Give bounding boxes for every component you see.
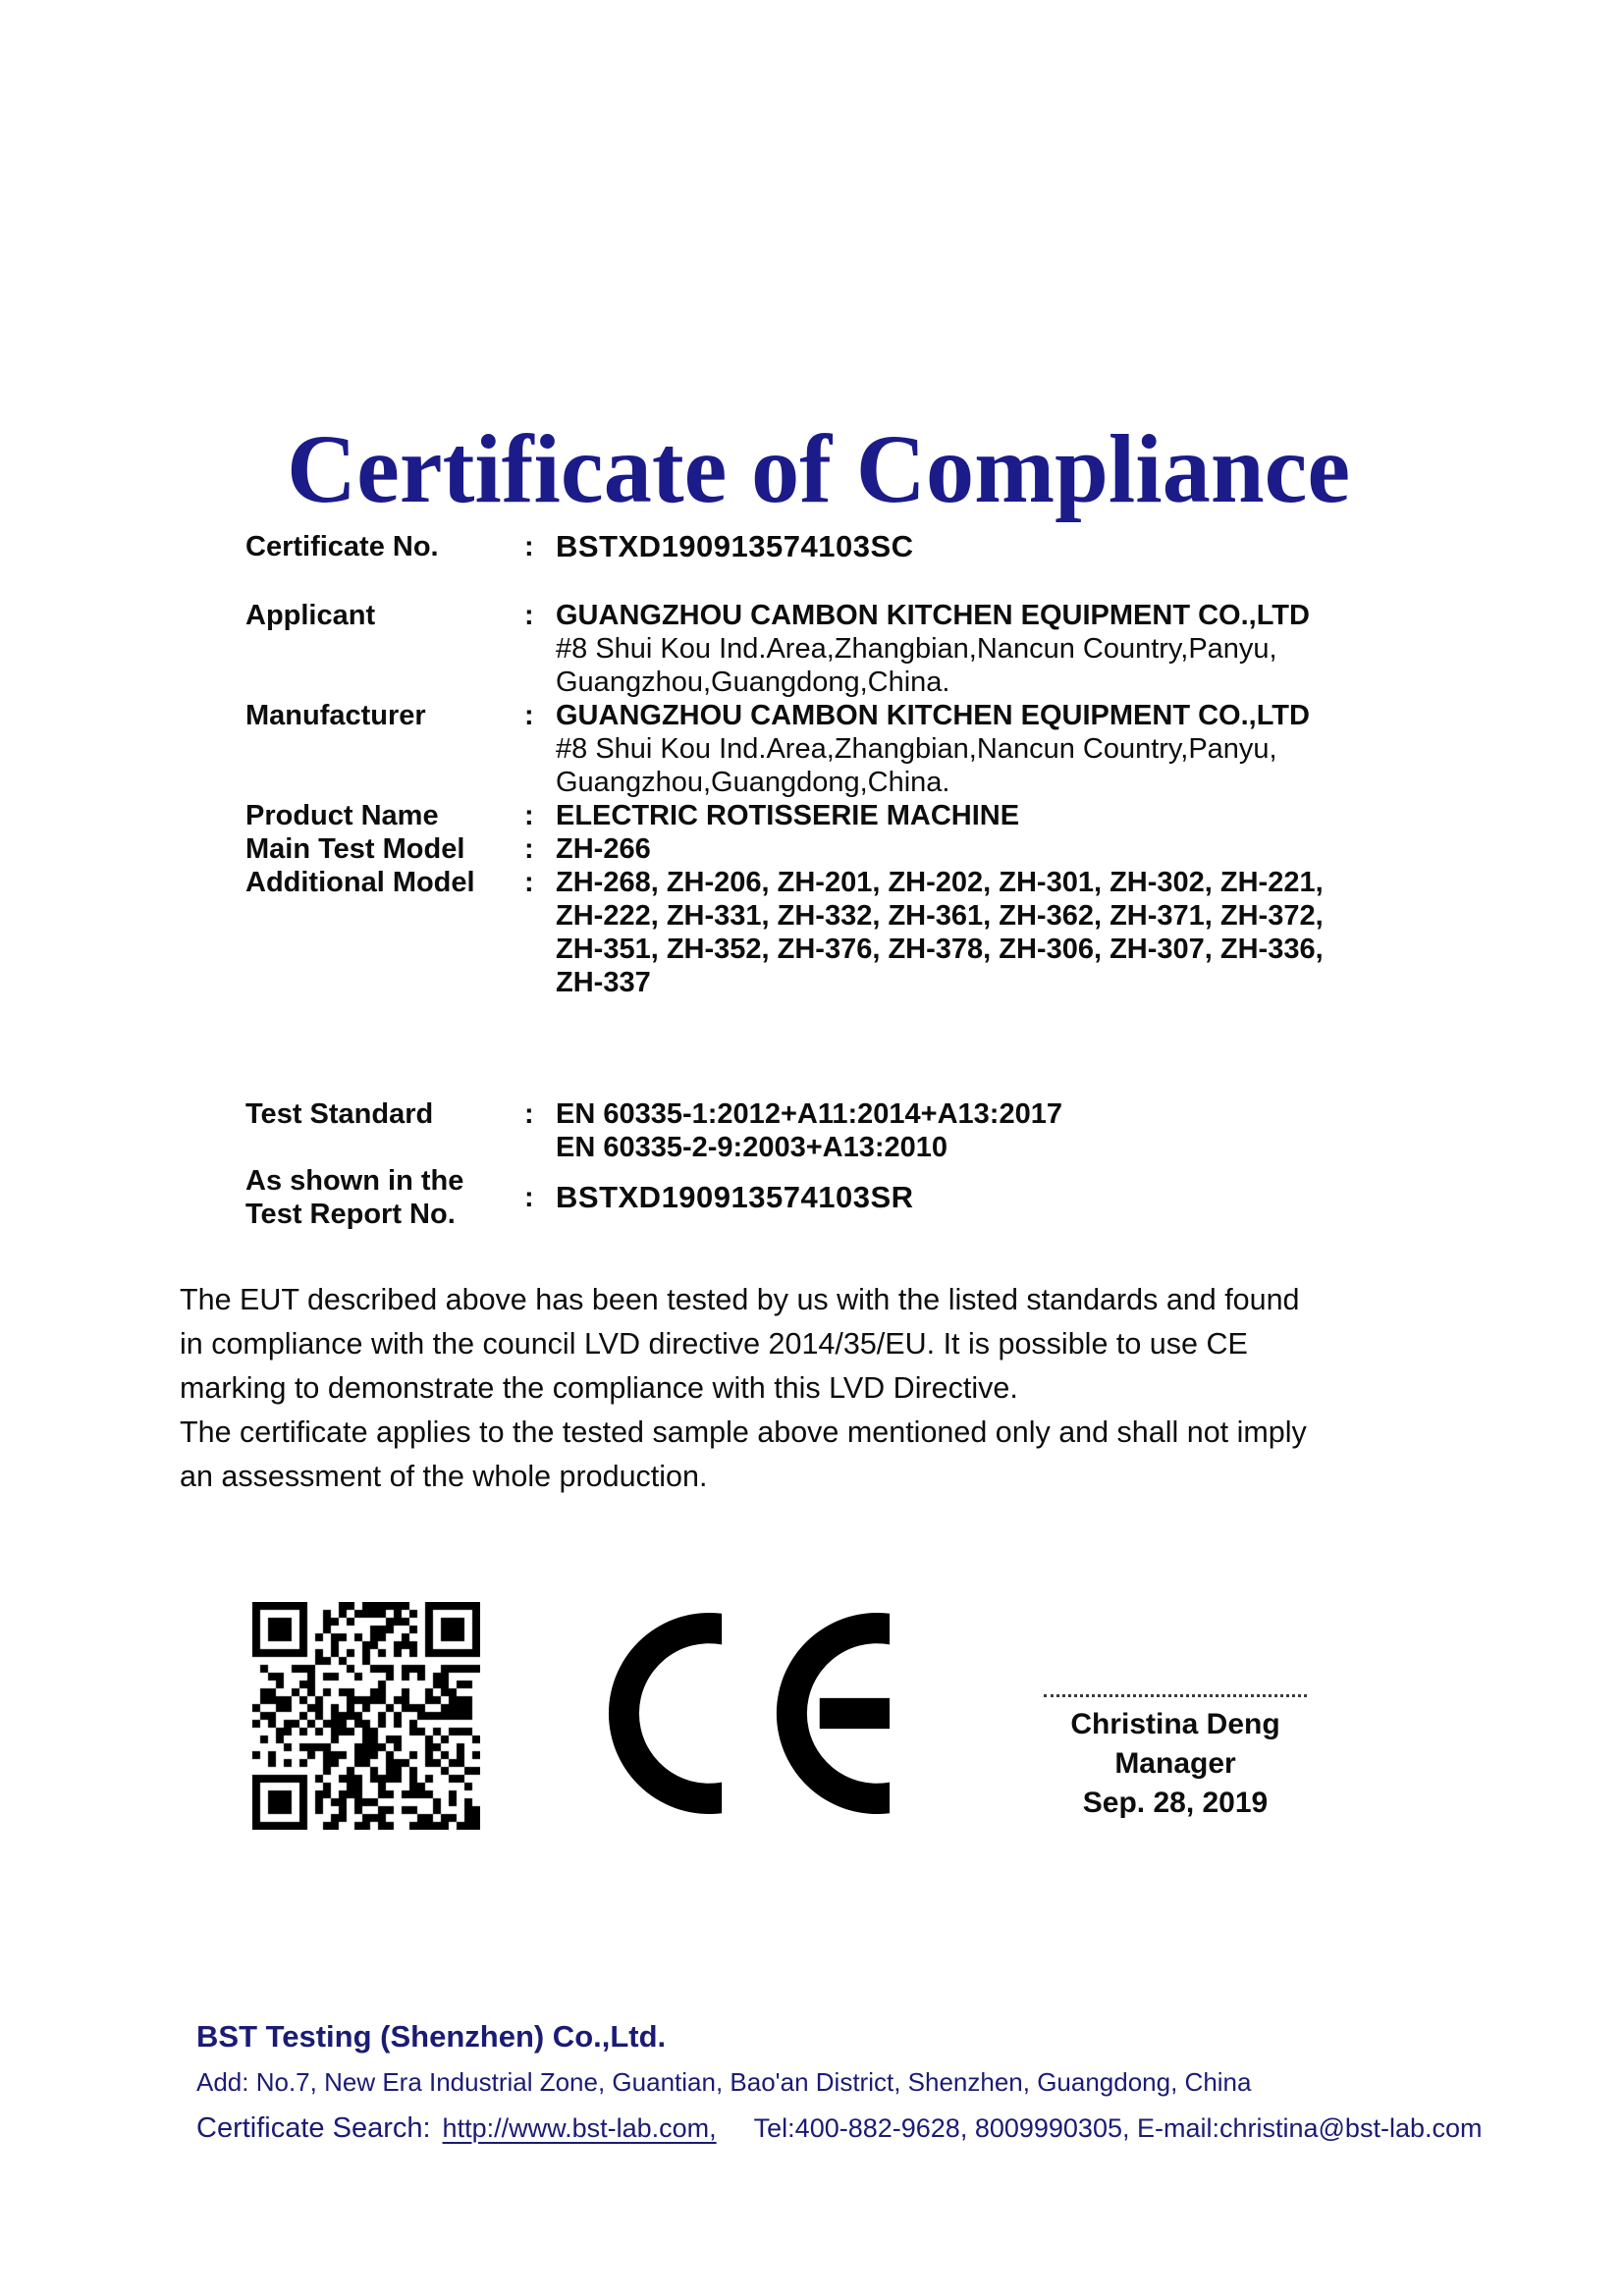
signature-block — [979, 1681, 1372, 1823]
test-standard-line: EN 60335-2-9:2003+A13:2010 — [556, 1132, 948, 1163]
signature-line — [1044, 1681, 1307, 1697]
applicant-label: Applicant — [245, 600, 376, 631]
colon-separator: : — [524, 1098, 534, 1130]
ce-mark-logo — [604, 1608, 892, 1819]
test-report-label-line2: Test Report No. — [245, 1199, 456, 1230]
applicant-address-line2: Guangzhou,Guangdong,China. — [556, 667, 950, 698]
main-test-model-value: ZH-266 — [556, 833, 651, 865]
colon-separator: : — [524, 1182, 534, 1213]
field-additional-model — [245, 866, 1404, 999]
additional-model-line: ZH-337 — [556, 967, 651, 998]
applicant-name: GUANGZHOU CAMBON KITCHEN EQUIPMENT CO.,LTD — [556, 600, 1310, 631]
certificate-no-value: BSTXD190913574103SC — [556, 529, 914, 563]
footer — [196, 2020, 1482, 2145]
manufacturer-address-line1: #8 Shui Kou Ind.Area,Zhangbian,Nancun Country,Panyu, — [556, 733, 1277, 765]
certificate-search-link[interactable]: http://www.bst-lab.com, — [442, 2113, 717, 2143]
main-test-model-label: Main Test Model — [245, 833, 465, 865]
statement-line: The EUT described above has been tested by us with the listed standards and found — [180, 1283, 1300, 1316]
lab-address: Add: No.7, New Era Industrial Zone, Guantian, Bao'an District, Shenzhen, Guangdong, China — [196, 2067, 1252, 2097]
signature-date: Sep. 28, 2019 — [1082, 1787, 1269, 1819]
colon-separator: : — [524, 700, 534, 731]
field-test-standard — [245, 1097, 1404, 1164]
field-test-report-no — [245, 1164, 1404, 1231]
colon-separator: : — [524, 867, 534, 898]
colon-separator: : — [524, 800, 534, 831]
additional-model-line: ZH-351, ZH-352, ZH-376, ZH-378, ZH-306, ZH-307, ZH-336, — [556, 934, 1324, 965]
certificate-no-label: Certificate No. — [245, 531, 439, 562]
lab-contact-info: Tel:400-882-9628, 8009990305, E-mail:christina@bst-lab.com — [753, 2113, 1483, 2143]
manufacturer-name: GUANGZHOU CAMBON KITCHEN EQUIPMENT CO.,LTD — [556, 700, 1310, 731]
field-applicant — [245, 599, 1404, 699]
colon-separator: : — [524, 600, 534, 631]
additional-model-line: ZH-268, ZH-206, ZH-201, ZH-202, ZH-301, ZH-302, ZH-221, — [556, 867, 1324, 898]
colon-separator: : — [524, 531, 534, 562]
statement-line: in compliance with the council LVD directive 2014/35/EU. It is possible to use CE — [180, 1327, 1248, 1361]
page-title: Certificate of Compliance — [287, 414, 1351, 523]
certificate-search-line — [196, 2112, 1482, 2145]
test-standard-line: EN 60335-1:2012+A11:2014+A13:2017 — [556, 1098, 1062, 1130]
certificate-search-label: Certificate Search: — [196, 2112, 431, 2144]
manufacturer-value — [556, 699, 1404, 799]
applicant-value — [556, 599, 1404, 699]
additional-model-label: Additional Model — [245, 867, 475, 898]
additional-model-line: ZH-222, ZH-331, ZH-332, ZH-361, ZH-362, ZH-371, ZH-372, — [556, 900, 1324, 932]
qr-code — [252, 1602, 480, 1830]
product-name-value: ELECTRIC ROTISSERIE MACHINE — [556, 800, 1020, 831]
signatory-title: Manager — [1114, 1747, 1236, 1780]
colon-separator: : — [524, 833, 534, 865]
manufacturer-label: Manufacturer — [245, 700, 426, 731]
lab-company-name: BST Testing (Shenzhen) Co.,Ltd. — [196, 2019, 667, 2054]
test-standard-label: Test Standard — [245, 1098, 434, 1130]
field-certificate-no — [245, 530, 1404, 563]
test-report-label — [245, 1164, 524, 1231]
field-manufacturer — [245, 699, 1404, 799]
field-main-test-model — [245, 832, 1404, 866]
compliance-statement — [180, 1278, 1307, 1499]
test-report-label-line1: As shown in the — [245, 1165, 464, 1197]
certificate-fields — [245, 530, 1404, 1231]
additional-model-value — [556, 866, 1404, 999]
statement-line: an assessment of the whole production. — [180, 1460, 708, 1493]
field-product-name — [245, 799, 1404, 832]
signatory-name: Christina Deng — [1070, 1708, 1280, 1740]
manufacturer-address-line2: Guangzhou,Guangdong,China. — [556, 767, 950, 798]
test-standard-value — [556, 1097, 1404, 1164]
applicant-address-line1: #8 Shui Kou Ind.Area,Zhangbian,Nancun Country,Panyu, — [556, 633, 1277, 665]
test-report-value: BSTXD190913574103SR — [556, 1180, 914, 1214]
statement-line: The certificate applies to the tested sample above mentioned only and shall not imply — [180, 1415, 1307, 1449]
product-name-label: Product Name — [245, 800, 439, 831]
statement-line: marking to demonstrate the compliance with this LVD Directive. — [180, 1371, 1018, 1405]
